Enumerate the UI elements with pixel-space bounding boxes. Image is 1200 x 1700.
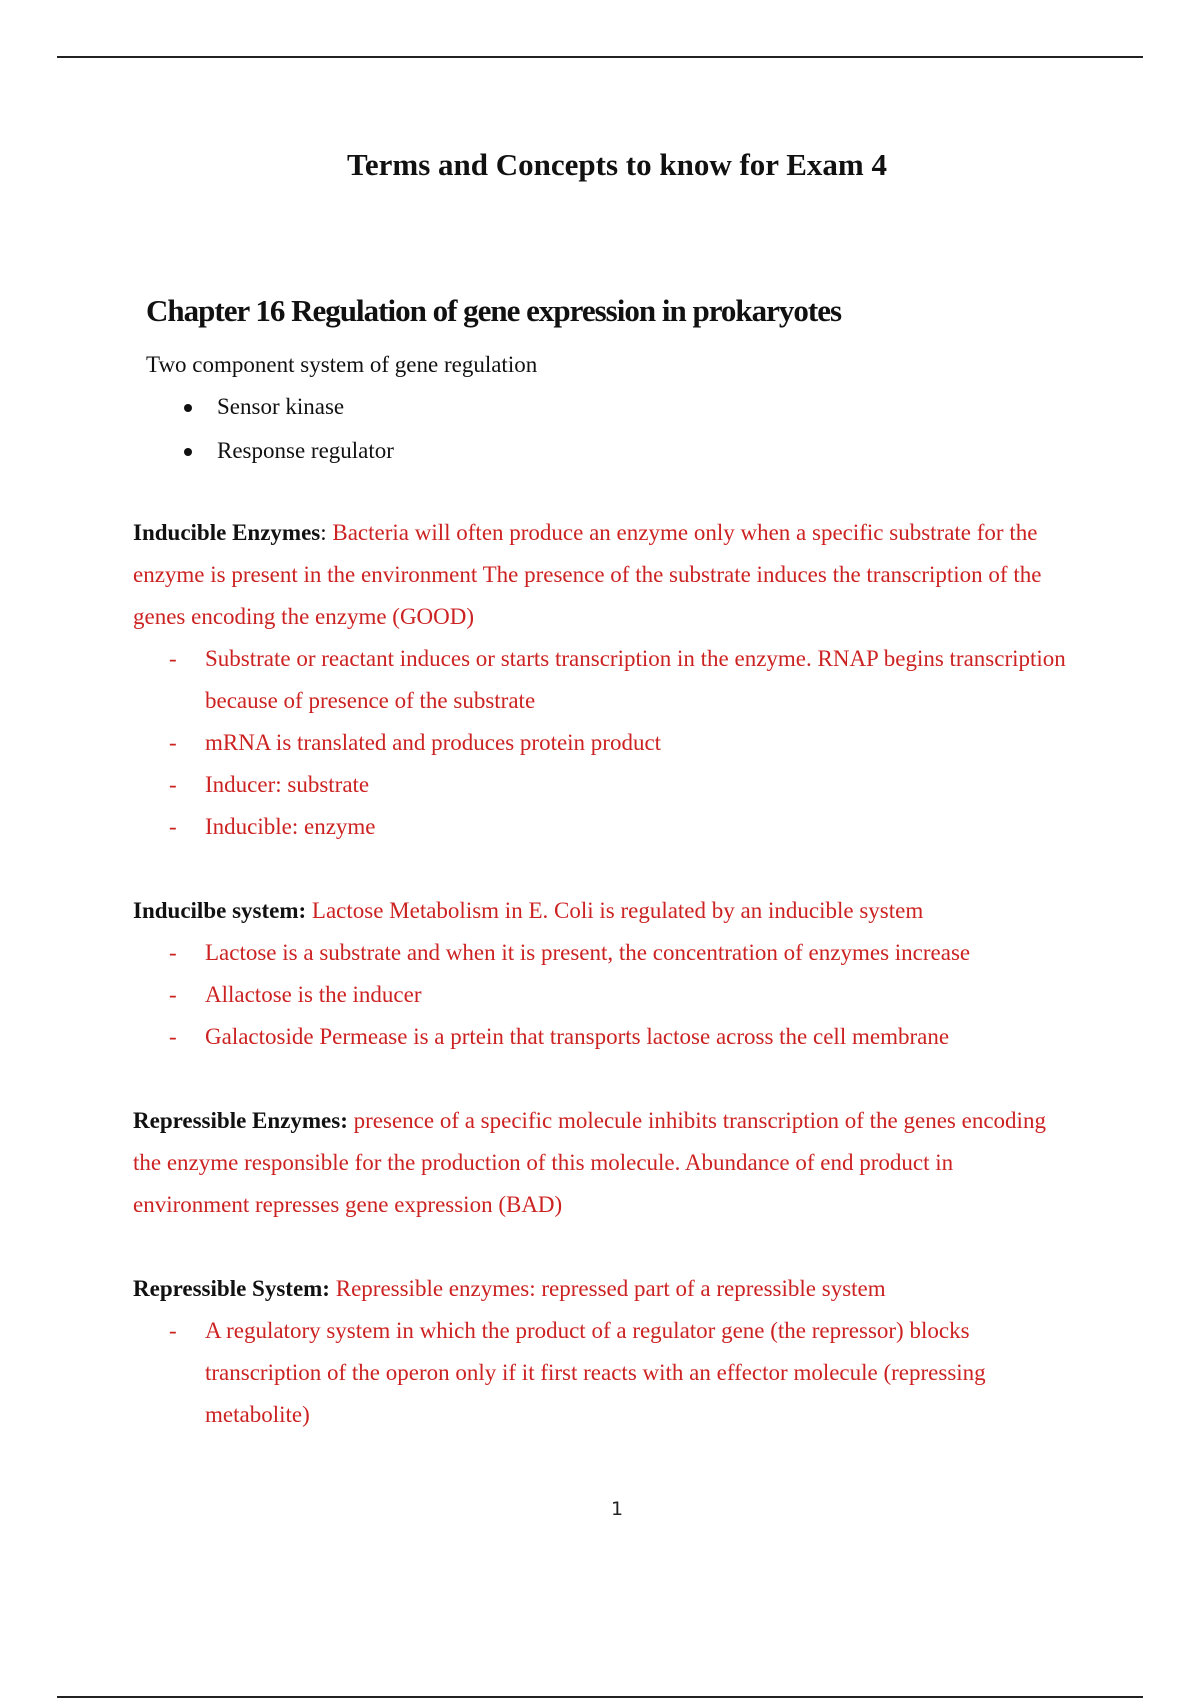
term-separator: :	[320, 520, 333, 545]
dash-icon: -	[169, 646, 177, 671]
sub-item-text: A regulatory system in which the product of a regulator gene (the repressor) blocks transcription of the operon only if it first reacts with an effector molecule (repressing metabolite)	[205, 1318, 986, 1427]
document-title: Terms and Concepts to know for Exam 4	[347, 147, 887, 182]
section-repressible-system	[133, 1268, 1073, 1436]
dash-icon: -	[169, 982, 177, 1007]
sub-list-item	[133, 764, 1073, 806]
section-paragraph	[133, 1268, 1073, 1310]
dash-icon: -	[169, 1024, 177, 1049]
term-label: Inducible Enzymes	[133, 520, 321, 545]
sub-item-text: Lactose is a substrate and when it is present, the concentration of enzymes increase	[205, 940, 971, 965]
sub-list-item	[133, 638, 1073, 722]
sub-list	[133, 1310, 1073, 1436]
dash-icon: -	[169, 730, 177, 755]
sub-item-text: Substrate or reactant induces or starts transcription in the enzyme. RNAP begins transcription because of presence of the substrate	[205, 646, 1066, 713]
term-definition: Lactose Metabolism in E. Coli is regulated by an inducible system	[311, 898, 924, 923]
sub-list	[133, 932, 1073, 1058]
bottom-rule	[57, 1696, 1143, 1698]
bullet-text: Response regulator	[217, 438, 394, 463]
section-paragraph	[133, 1100, 1073, 1226]
dash-icon: -	[169, 814, 177, 839]
sub-list-item	[133, 932, 1073, 974]
sub-item-text: Allactose is the inducer	[205, 982, 422, 1007]
term-definition: Repressible enzymes: repressed part of a repressible system	[335, 1276, 886, 1301]
bullet-dot-icon	[184, 404, 192, 412]
term-label: Inducilbe system:	[133, 898, 307, 923]
top-rule	[57, 56, 1143, 58]
bullet-item	[178, 392, 394, 436]
page-number: 1	[610, 1498, 624, 1520]
bullet-list	[178, 392, 394, 480]
sub-item-text: Inducer: substrate	[205, 772, 370, 797]
chapter-heading: Chapter 16 Regulation of gene expression in prokaryotes	[146, 293, 842, 328]
dash-icon: -	[169, 940, 177, 965]
section-paragraph	[133, 890, 1073, 932]
sub-list-item	[133, 974, 1073, 1016]
bullet-dot-icon	[184, 448, 192, 456]
sub-list-item	[133, 1310, 1073, 1436]
dash-icon: -	[169, 772, 177, 797]
dash-icon: -	[169, 1318, 177, 1343]
bullet-item	[178, 436, 394, 480]
section-inducible-enzymes	[133, 512, 1073, 848]
term-label: Repressible System:	[133, 1276, 330, 1301]
sub-item-text: Galactoside Permease is a prtein that transports lactose across the cell membrane	[205, 1024, 950, 1049]
sub-item-text: Inducible: enzyme	[205, 814, 376, 839]
sub-list-item	[133, 806, 1073, 848]
sub-list-item	[133, 722, 1073, 764]
section-paragraph	[133, 512, 1073, 638]
chapter-intro: Two component system of gene regulation	[146, 352, 538, 377]
bullet-text: Sensor kinase	[217, 394, 345, 419]
term-label: Repressible Enzymes:	[133, 1108, 348, 1133]
sub-list	[133, 638, 1073, 848]
term-definition: Bacteria will often produce an enzyme only when a specific substrate for the enzyme is present in the environment The presence of the substrate induces the transcription of the genes encoding the enzyme (GOOD)	[133, 520, 1042, 629]
section-inducible-system	[133, 890, 1073, 1058]
section-repressible-enzymes	[133, 1100, 1073, 1226]
sub-list-item	[133, 1016, 1073, 1058]
sub-item-text: mRNA is translated and produces protein product	[205, 730, 662, 755]
term-definition: presence of a specific molecule inhibits transcription of the genes encoding the enzyme responsible for the production of this molecule. Abundance of end product in environment represses gene expression (BAD)	[133, 1108, 1046, 1217]
